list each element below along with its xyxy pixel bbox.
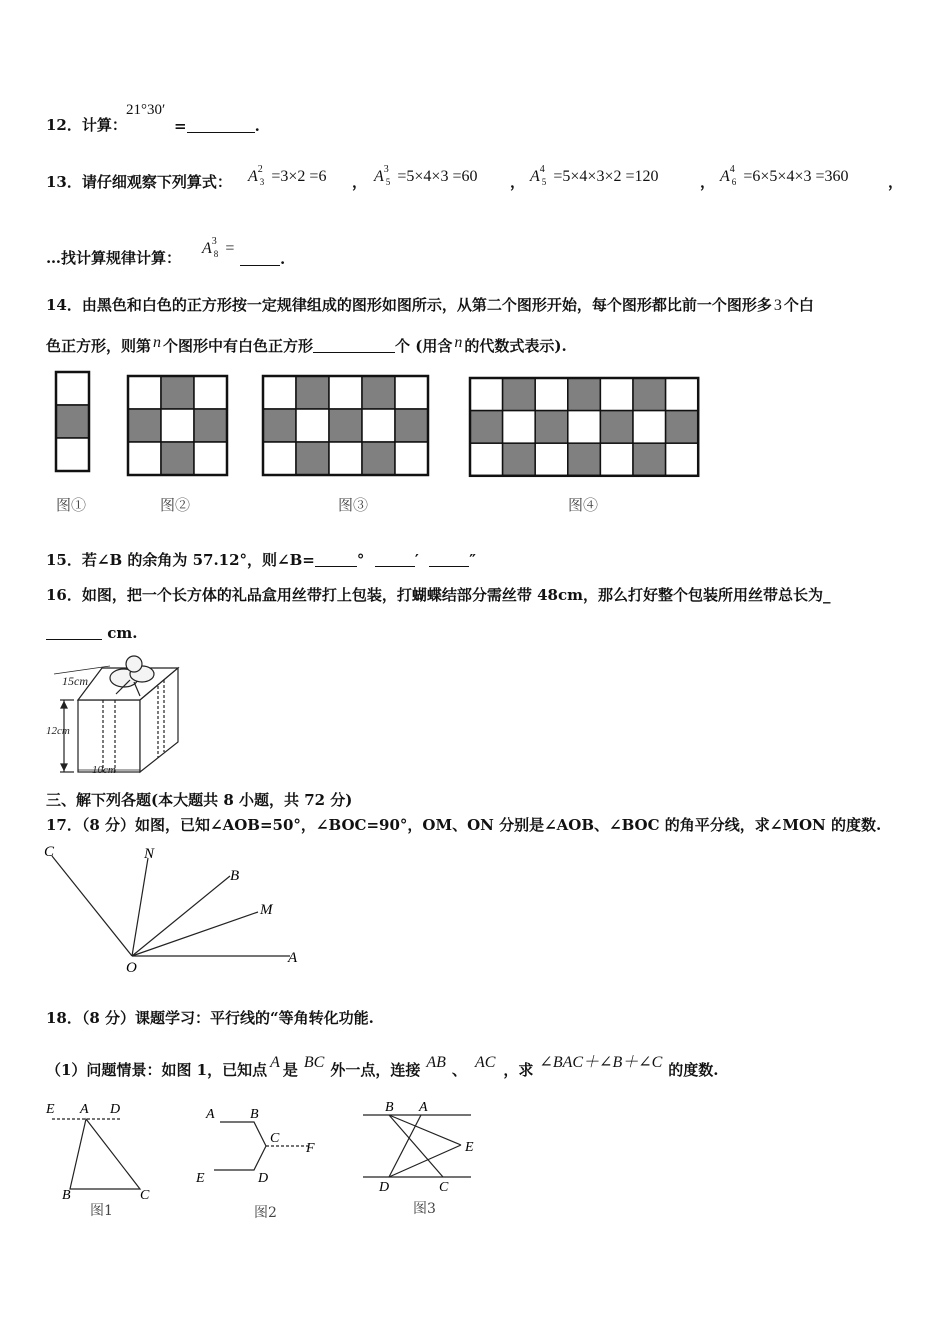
fig3-label-A: A <box>419 1100 428 1115</box>
q13-line1 <box>46 172 232 192</box>
q18-p1-c: 外一点，连接 <box>330 1061 421 1079</box>
gift-depth-label: 15cm <box>62 674 88 688</box>
q13-line2-eq: = <box>225 240 235 257</box>
q18-p1-a: （1）问题情景：如图 1，已知点 <box>46 1061 268 1079</box>
q14-caption-3: 图③ <box>338 496 369 514</box>
q14-line1 <box>46 295 814 316</box>
black-square <box>633 378 666 411</box>
q13-number: 13． <box>46 173 82 191</box>
q14-number-3: 3 <box>773 297 782 314</box>
q18-angle-expr: ∠BAC＋∠B＋∠C <box>539 1054 663 1071</box>
q13-term-4 <box>720 164 849 187</box>
white-square <box>128 376 161 409</box>
q17-label-C: C <box>44 844 55 860</box>
q13-line2-prefix: …找计算规律计算： <box>46 249 182 267</box>
q12-number: 12． <box>46 116 82 134</box>
q13-term-2-A: A <box>374 168 384 185</box>
q12-equals: = <box>174 117 187 135</box>
q14-caption-2: 图② <box>160 496 191 514</box>
black-square <box>535 411 568 444</box>
fig1-caption: 图1 <box>90 1203 113 1219</box>
q14-line2-b: 个图形中有白色正方形 <box>163 337 314 355</box>
q13-line2 <box>46 248 181 268</box>
black-square <box>666 411 699 444</box>
black-square <box>296 376 329 409</box>
black-square <box>470 411 503 444</box>
q13-term-1-A: A <box>248 168 258 185</box>
pattern-figure-3 <box>263 376 428 475</box>
q13-term-1-sup: 2 <box>257 164 263 175</box>
fig3-caption: 图3 <box>413 1201 436 1217</box>
black-square <box>161 376 194 409</box>
white-square <box>56 372 89 405</box>
white-square <box>600 378 633 411</box>
fig2-label-C: C <box>270 1131 280 1146</box>
white-square <box>296 409 329 442</box>
q12-label: 计算： <box>81 116 127 134</box>
black-square <box>263 409 296 442</box>
q15-deg: ° <box>356 551 365 569</box>
q13-sep-1: ， <box>352 173 368 191</box>
q12-line <box>46 115 127 135</box>
q13-line2-A: A <box>202 240 212 257</box>
black-square <box>568 378 601 411</box>
white-square <box>56 438 89 471</box>
q13-term-4-sup: 4 <box>729 164 735 175</box>
fig2-label-F: F <box>306 1141 315 1156</box>
black-square <box>395 409 428 442</box>
q13-term-4-A: A <box>720 168 730 185</box>
fig1-label-B: B <box>62 1188 71 1203</box>
q17-line: 17．（8 分）如图，已知∠AOB=50°，∠BOC=90°，OM、ON 分别是∠AOB、∠BOC 的角平分线，求∠MON 的度数. <box>46 816 882 834</box>
q15-blank-sec <box>429 552 469 567</box>
black-square <box>296 442 329 475</box>
gift-width-label: 10cm <box>92 764 116 776</box>
white-square <box>362 409 395 442</box>
black-square <box>128 409 161 442</box>
q14-line1-end: 个白 <box>783 296 814 314</box>
q14-caption-1: 图① <box>56 496 87 514</box>
q16-line1-text: 16．如图，把一个长方体的礼品盒用丝带打上包装，打蝴蝶结部分需丝带 48cm，那么打好整个包装所用丝带总长为_ <box>46 586 831 604</box>
q13-term-2-sup: 3 <box>383 164 389 175</box>
white-square <box>194 376 227 409</box>
fig3-label-D: D <box>379 1180 390 1195</box>
q17-angle-figure <box>40 840 320 980</box>
white-square <box>568 411 601 444</box>
q18-seg-BC: BC <box>303 1054 325 1071</box>
q13-term-1 <box>248 164 326 187</box>
fig1-label-C: C <box>140 1188 150 1203</box>
white-square <box>666 443 699 476</box>
gift-height-label: 12cm <box>46 725 70 737</box>
q13-term-2 <box>374 164 477 187</box>
fig1-label-A: A <box>80 1102 89 1117</box>
white-square <box>600 443 633 476</box>
fig3-label-C: C <box>439 1180 449 1195</box>
black-square <box>194 409 227 442</box>
q13-label: 请仔细观察下列算式： <box>81 173 232 191</box>
fig2-label-D: D <box>258 1171 269 1186</box>
fig2-label-A: A <box>206 1107 215 1122</box>
fig2-label-B: B <box>250 1107 259 1122</box>
fig3-label-E: E <box>465 1140 474 1155</box>
q13-sep-4: ， <box>888 173 904 191</box>
fig1-label-E: E <box>46 1102 55 1117</box>
q15-blank-deg <box>315 552 357 567</box>
q14-n-2: n <box>454 334 463 351</box>
q18-p1-b: 是 <box>282 1061 298 1079</box>
q17-label-N: N <box>144 846 155 862</box>
black-square <box>329 409 362 442</box>
q17-label-O: O <box>126 960 137 976</box>
white-square <box>535 443 568 476</box>
q13-line2-term <box>202 236 234 259</box>
white-square <box>329 376 362 409</box>
q14-line2 <box>46 333 567 356</box>
fig1-label-D: D <box>110 1102 121 1117</box>
q16-line2 <box>46 623 137 643</box>
pattern-figure-2 <box>128 376 227 475</box>
q18-figure-2 <box>190 1100 330 1200</box>
white-square <box>503 411 536 444</box>
q13-line2-sup: 3 <box>211 236 217 247</box>
gift-box-figure <box>40 650 190 780</box>
q14-line1-text: 14．由黑色和白色的正方形按一定规律组成的图形如图所示，从第二个图形开始，每个图形都比前一个图形多 <box>46 296 772 314</box>
q12-blank <box>187 118 255 133</box>
q13-sep-2: ， <box>510 173 526 191</box>
white-square <box>329 442 362 475</box>
q14-n-1: n <box>153 334 162 351</box>
q15-sec: ″ <box>469 551 476 569</box>
white-square <box>263 442 296 475</box>
q13-term-3-sup: 4 <box>539 164 545 175</box>
black-square <box>600 411 633 444</box>
q16-line1 <box>46 585 830 605</box>
q13-line2-sub: 8 <box>213 249 219 259</box>
black-square <box>362 442 395 475</box>
q12-end: . <box>254 117 260 135</box>
q13-blank <box>240 251 280 266</box>
black-square <box>56 405 89 438</box>
q18-seg-AB: AB <box>426 1054 446 1071</box>
white-square <box>161 409 194 442</box>
q18-figure-3 <box>355 1095 485 1195</box>
q15-text: 15．若∠B 的余角为 57.12°，则∠B= <box>46 551 315 569</box>
section-3-heading: 三、解下列各题(本大题共 8 小题，共 72 分) <box>46 791 353 809</box>
q18-title: 18．（8 分）课题学习：平行线的“等角转化功能. <box>46 1009 374 1027</box>
black-square <box>503 443 536 476</box>
fig2-label-E: E <box>196 1171 205 1186</box>
black-square <box>568 443 601 476</box>
q18-part1 <box>46 1053 719 1080</box>
pattern-figure-4 <box>470 378 698 476</box>
q18-seg-AC: AC <box>474 1054 496 1071</box>
q14-line2-a: 色正方形，则第 <box>46 337 152 355</box>
q17-label-M: M <box>260 902 273 918</box>
q14-figures <box>0 360 950 490</box>
white-square <box>263 376 296 409</box>
q13-term-3-rhs: =5×4×3×2 =120 <box>553 168 659 185</box>
q13-term-2-rhs: =5×4×3 =60 <box>397 168 478 185</box>
pattern-figure-1 <box>56 372 89 471</box>
black-square <box>633 443 666 476</box>
q13-line2-answer <box>240 249 285 269</box>
q13-term-2-sub: 5 <box>385 177 391 187</box>
fig3-label-B: B <box>385 1100 394 1115</box>
q13-term-3 <box>530 164 659 187</box>
q13-term-3-A: A <box>530 168 540 185</box>
q15-blank-min <box>375 552 415 567</box>
q13-term-1-sub: 3 <box>259 177 265 187</box>
q14-line2-c: 个 (用含 <box>395 337 453 355</box>
q14-blank <box>313 338 395 353</box>
q13-term-1-rhs: =3×2 =6 <box>271 168 327 185</box>
q13-sep-3: ， <box>700 173 716 191</box>
q16-blank <box>46 625 102 640</box>
white-square <box>470 378 503 411</box>
q14-line2-d: 的代数式表示). <box>464 337 567 355</box>
black-square <box>503 378 536 411</box>
q15-line <box>46 550 476 570</box>
q18-p1-d: ，求 <box>503 1061 534 1079</box>
white-square <box>395 376 428 409</box>
q15-min: ′ <box>414 551 419 569</box>
white-square <box>395 442 428 475</box>
q13-term-4-rhs: =6×5×4×3 =360 <box>743 168 849 185</box>
q14-caption-4: 图④ <box>568 496 599 514</box>
q17-label-B: B <box>230 868 240 884</box>
white-square <box>470 443 503 476</box>
fig2-caption: 图2 <box>254 1205 277 1221</box>
q14-grid-figures <box>56 372 698 476</box>
q18-p1-e: 的度数. <box>668 1061 719 1079</box>
q16-line2-text: cm. <box>107 624 138 642</box>
white-square <box>128 442 161 475</box>
q12-expression: 21°30′ <box>126 102 166 118</box>
q18-point-A: A <box>270 1054 280 1071</box>
q13-term-4-sub: 6 <box>731 177 737 187</box>
q18-dun: 、 <box>451 1061 467 1079</box>
white-square <box>633 411 666 444</box>
white-square <box>194 442 227 475</box>
q13-end: . <box>280 250 286 268</box>
white-square <box>666 378 699 411</box>
black-square <box>362 376 395 409</box>
q17-label-A: A <box>288 950 298 966</box>
white-square <box>535 378 568 411</box>
q13-term-3-sub: 5 <box>541 177 547 187</box>
black-square <box>161 442 194 475</box>
q12-answer <box>174 116 260 136</box>
